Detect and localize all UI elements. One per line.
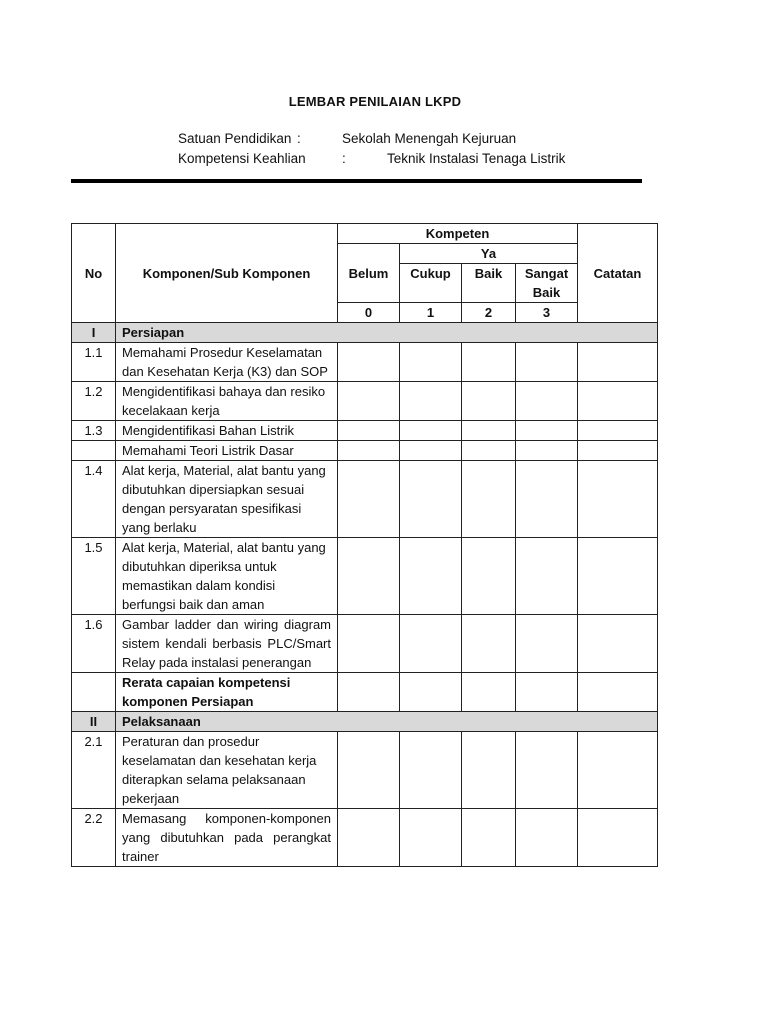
cell-sangat-baik[interactable] — [516, 461, 578, 538]
cell-sangat-baik[interactable] — [516, 441, 578, 461]
page-title: LEMBAR PENILAIAN LKPD — [288, 94, 462, 109]
cell-baik[interactable] — [462, 421, 516, 441]
row-no: 1.4 — [72, 461, 116, 538]
cell-belum[interactable] — [338, 421, 400, 441]
table-row — [72, 615, 658, 673]
cell-cukup[interactable] — [400, 538, 462, 615]
cell-cukup[interactable] — [400, 732, 462, 809]
row-no: 1.1 — [72, 343, 116, 382]
cell-baik[interactable] — [462, 461, 516, 538]
cell-belum[interactable] — [338, 732, 400, 809]
cell-belum[interactable] — [338, 382, 400, 421]
cell-belum[interactable] — [338, 673, 400, 712]
row-text: Memahami Prosedur Keselamatan dan Kesehatan Kerja (K3) dan SOP — [116, 343, 338, 382]
row-text: Alat kerja, Material, alat bantu yang dibutuhkan dipersiapkan sesuai dengan persyaratan spesifikasi yang berlaku — [116, 461, 338, 538]
cell-sangat-baik[interactable] — [516, 538, 578, 615]
row-no — [72, 441, 116, 461]
row-text: Peraturan dan prosedur keselamatan dan kesehatan kerja diterapkan selama pelaksanaan pekerjaan — [116, 732, 338, 809]
cell-catatan[interactable] — [578, 382, 658, 421]
kompetensi-label: Kompetensi Keahlian — [178, 151, 306, 166]
cell-catatan[interactable] — [578, 809, 658, 867]
section-no: I — [72, 323, 116, 343]
cell-catatan[interactable] — [578, 615, 658, 673]
cell-cukup[interactable] — [400, 615, 462, 673]
table-row — [72, 732, 658, 809]
cell-cukup[interactable] — [400, 421, 462, 441]
cell-baik[interactable] — [462, 615, 516, 673]
kompetensi-colon: : — [342, 151, 346, 166]
score-cukup: 1 — [400, 303, 462, 323]
cell-cukup[interactable] — [400, 673, 462, 712]
table-row — [72, 421, 658, 441]
header-ya: Ya — [400, 244, 578, 264]
cell-sangat-baik[interactable] — [516, 732, 578, 809]
satuan-value: Sekolah Menengah Kejuruan — [342, 131, 517, 146]
cell-belum[interactable] — [338, 461, 400, 538]
table-row — [72, 343, 658, 382]
cell-baik[interactable] — [462, 441, 516, 461]
header-kompeten: Kompeten — [338, 224, 578, 244]
cell-catatan[interactable] — [578, 421, 658, 441]
row-no: 2.1 — [72, 732, 116, 809]
header-no: No — [72, 224, 116, 323]
score-baik: 2 — [462, 303, 516, 323]
summary-text: Rerata capaian kompetensi komponen Persiapan — [116, 673, 338, 712]
row-text: Memahami Teori Listrik Dasar — [116, 441, 338, 461]
cell-sangat-baik[interactable] — [516, 421, 578, 441]
summary-row — [72, 673, 658, 712]
row-no: 1.5 — [72, 538, 116, 615]
cell-baik[interactable] — [462, 382, 516, 421]
row-no: 1.2 — [72, 382, 116, 421]
table-row — [72, 461, 658, 538]
satuan-colon: : — [297, 131, 301, 146]
cell-belum[interactable] — [338, 538, 400, 615]
row-text: Mengidentifikasi Bahan Listrik — [116, 421, 338, 441]
cell-belum[interactable] — [338, 615, 400, 673]
row-no-empty — [72, 673, 116, 712]
score-belum: 0 — [338, 303, 400, 323]
kompetensi-value: Teknik Instalasi Tenaga Listrik — [387, 151, 566, 166]
header-catatan: Catatan — [578, 224, 658, 323]
cell-catatan[interactable] — [578, 343, 658, 382]
cell-catatan[interactable] — [578, 732, 658, 809]
header-baik: Baik — [462, 264, 516, 303]
row-no: 2.2 — [72, 809, 116, 867]
table-row — [72, 809, 658, 867]
cell-baik[interactable] — [462, 673, 516, 712]
section-no: II — [72, 712, 116, 732]
cell-catatan[interactable] — [578, 441, 658, 461]
cell-catatan[interactable] — [578, 538, 658, 615]
section-title: Pelaksanaan — [116, 712, 658, 732]
score-sangat-baik: 3 — [516, 303, 578, 323]
assessment-table — [71, 223, 658, 867]
row-text: Gambar ladder dan wiring diagram sistem kendali berbasis PLC/Smart Relay pada instalasi penerangan — [116, 615, 338, 673]
table-row — [72, 441, 658, 461]
row-text: Alat kerja, Material, alat bantu yang dibutuhkan diperiksa untuk memastikan dalam kondisi berfungsi baik dan aman — [116, 538, 338, 615]
cell-baik[interactable] — [462, 538, 516, 615]
cell-baik[interactable] — [462, 809, 516, 867]
cell-sangat-baik[interactable] — [516, 615, 578, 673]
row-no: 1.6 — [72, 615, 116, 673]
table-row — [72, 538, 658, 615]
cell-baik[interactable] — [462, 732, 516, 809]
row-no: 1.3 — [72, 421, 116, 441]
cell-sangat-baik[interactable] — [516, 343, 578, 382]
section-title: Persiapan — [116, 323, 658, 343]
header-cukup: Cukup — [400, 264, 462, 303]
section-row-persiapan — [72, 323, 658, 343]
header-belum: Belum — [338, 244, 400, 303]
cell-cukup[interactable] — [400, 461, 462, 538]
row-text: Mengidentifikasi bahaya dan resiko kecelakaan kerja — [116, 382, 338, 421]
cell-belum[interactable] — [338, 441, 400, 461]
table-row — [72, 382, 658, 421]
header-divider — [71, 179, 642, 183]
cell-cukup[interactable] — [400, 809, 462, 867]
header-sangat-baik: Sangat Baik — [516, 264, 578, 303]
cell-belum[interactable] — [338, 343, 400, 382]
cell-sangat-baik[interactable] — [516, 382, 578, 421]
section-row-pelaksanaan — [72, 712, 658, 732]
cell-cukup[interactable] — [400, 382, 462, 421]
cell-sangat-baik[interactable] — [516, 673, 578, 712]
row-text: Memasang komponen-komponen yang dibutuhkan pada perangkat trainer — [116, 809, 338, 867]
cell-sangat-baik[interactable] — [516, 809, 578, 867]
cell-belum[interactable] — [338, 809, 400, 867]
cell-baik[interactable] — [462, 343, 516, 382]
cell-catatan[interactable] — [578, 673, 658, 712]
header-row-1 — [72, 224, 658, 244]
cell-cukup[interactable] — [400, 343, 462, 382]
header-komponen: Komponen/Sub Komponen — [116, 224, 338, 323]
cell-catatan[interactable] — [578, 461, 658, 538]
cell-cukup[interactable] — [400, 441, 462, 461]
satuan-label: Satuan Pendidikan — [178, 131, 292, 146]
